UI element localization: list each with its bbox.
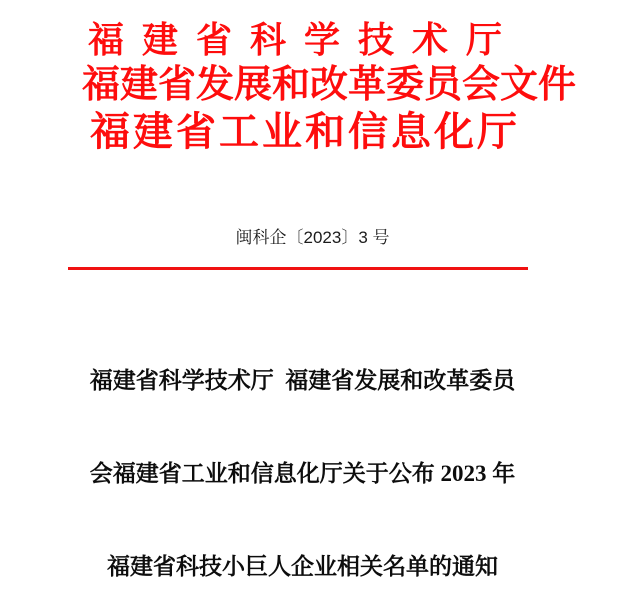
title-line-2: 会福建省工业和信息化厅关于公布 2023 年 <box>89 461 516 486</box>
document-number: 闽科企〔2023〕3 号 <box>235 228 390 247</box>
issuer-line-science-tech-dept: 福 建 省 科 学 技 术 厅 <box>88 19 507 60</box>
document-title <box>0 303 617 613</box>
title-line-3: 福建省科技小巨人企业相关名单的通知 <box>107 554 498 579</box>
issuer-line-development-reform-commission: 福建省发展和改革委员会文件 <box>82 64 577 106</box>
issuer-line-industry-information-dept: 福建省工业和信息化厅 <box>90 109 520 154</box>
title-line-1: 福建省科学技术厅 福建省发展和改革委员 <box>89 368 516 393</box>
red-divider-line <box>68 267 528 270</box>
